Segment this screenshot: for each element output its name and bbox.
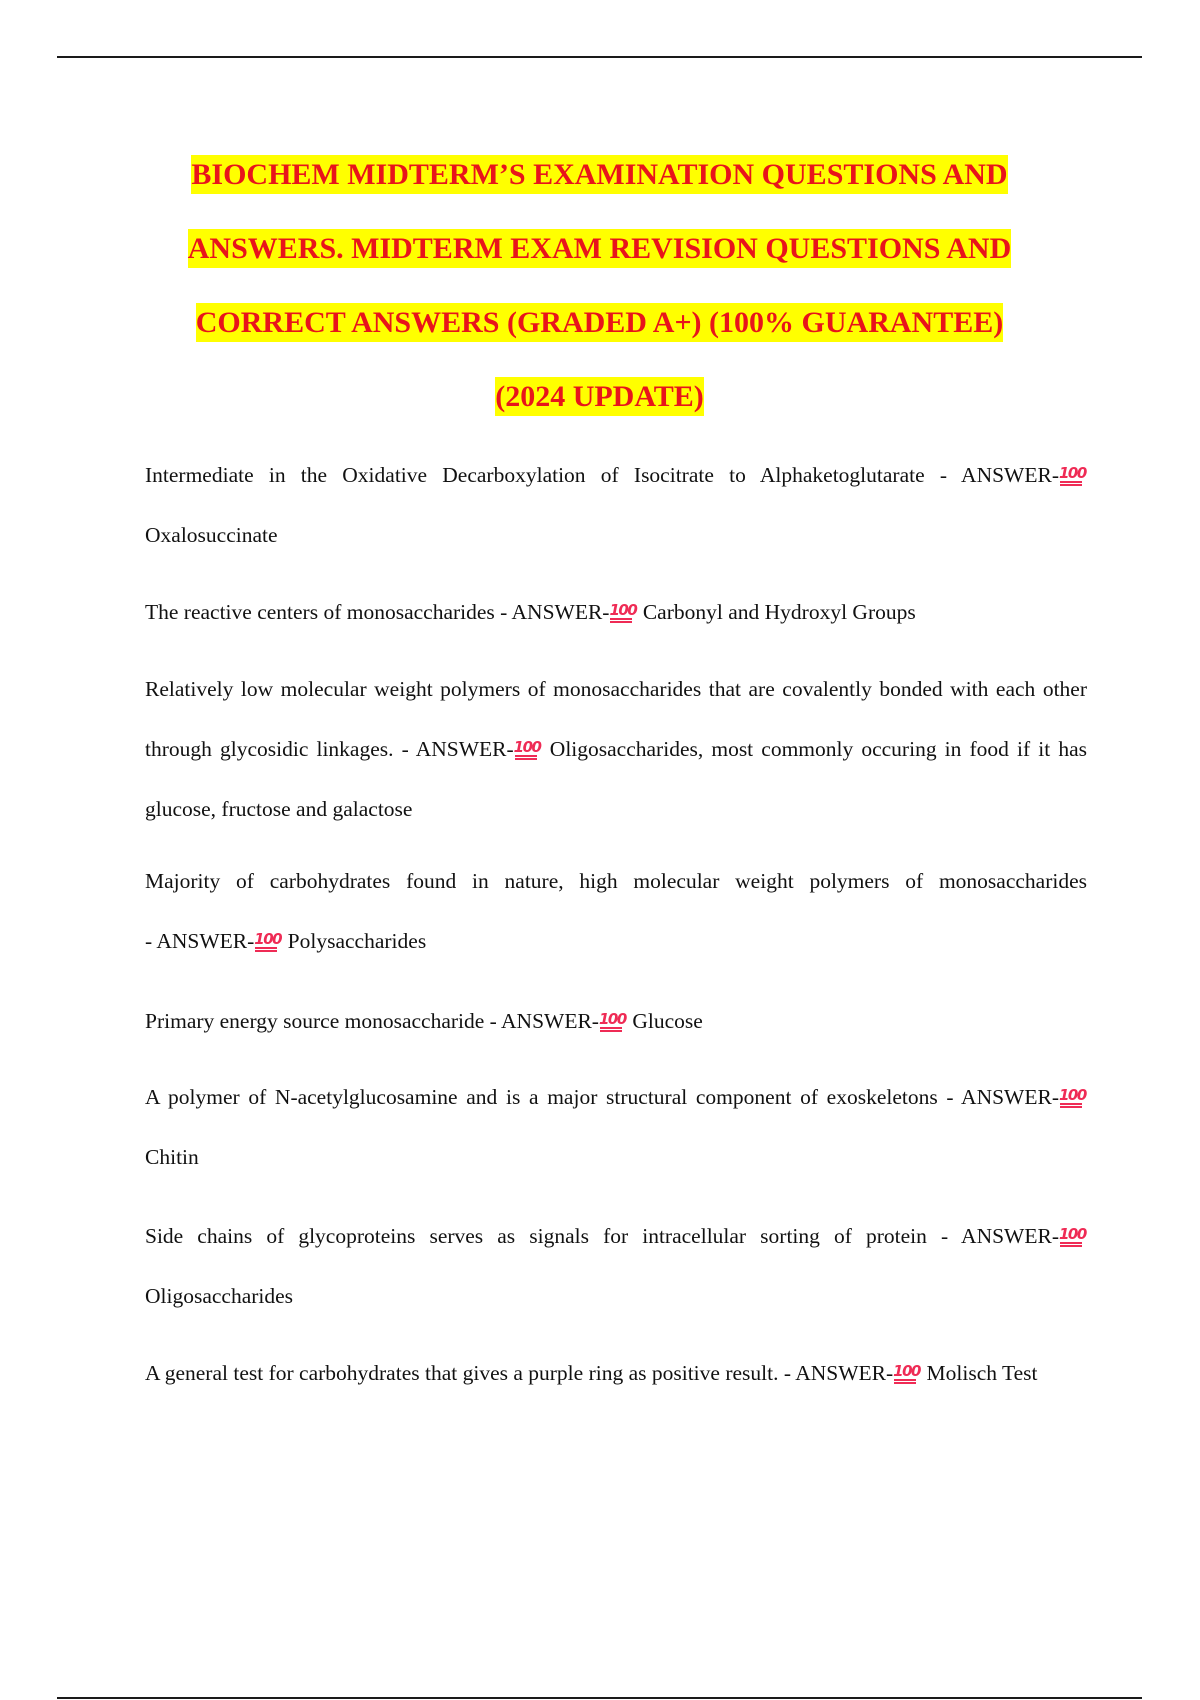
- question-text: A polymer of N-acetylglucosamine and is a major structural component of exoskeletons: [145, 1085, 938, 1109]
- qa-item-1: [145, 445, 1087, 565]
- answer-marker: - ANSWER-: [401, 737, 514, 761]
- title-line-4: (2024 UPDATE): [57, 360, 1142, 434]
- answer-marker: - ANSWER-: [500, 600, 610, 624]
- title-line-3: CORRECT ANSWERS (GRADED A+) (100% GUARANTEE): [57, 286, 1142, 360]
- question-text: Primary energy source monosaccharide: [145, 1009, 485, 1033]
- question-text: Intermediate in the Oxidative Decarboxylation of Isocitrate to Alphaketoglutarate: [145, 463, 925, 487]
- question-text: Side chains of glycoproteins serves as signals for intracellular sorting of protein: [145, 1224, 927, 1248]
- answer-marker: - ANSWER-: [939, 463, 1059, 487]
- hundred-points-icon: [514, 738, 540, 758]
- question-text: A general test for carbohydrates that gives a purple ring as positive result.: [145, 1361, 779, 1385]
- answer-marker: - ANSWER-: [489, 1009, 599, 1033]
- qa-item-4: [145, 851, 1087, 971]
- answer-text: Oxalosuccinate: [145, 523, 278, 547]
- question-text: Relatively low molecular weight polymers of monosaccharides that are covalently bonded with each other through glycosidic linkages.: [145, 677, 1087, 761]
- document-title: [57, 138, 1142, 434]
- answer-text: Glucose: [632, 1009, 703, 1033]
- hundred-points-icon: [254, 930, 280, 950]
- qa-item-2: [145, 582, 1087, 642]
- qa-item-5: [145, 991, 1087, 1051]
- hundred-points-icon: [893, 1362, 919, 1382]
- question-text: Majority of carbohydrates found in nature, high molecular weight polymers of monosaccharides: [145, 869, 1087, 893]
- hundred-points-icon: [1059, 1086, 1085, 1106]
- qa-item-8: [145, 1343, 1087, 1403]
- qa-item-3: [145, 659, 1087, 839]
- answer-text: Carbonyl and Hydroxyl Groups: [642, 600, 916, 624]
- answer-text: Molisch Test: [926, 1361, 1038, 1385]
- qa-item-6: [145, 1067, 1087, 1187]
- answer-text: Polysaccharides: [287, 929, 427, 953]
- hundred-points-icon: [1059, 1225, 1085, 1245]
- hundred-points-icon: [609, 601, 635, 621]
- answer-text: Chitin: [145, 1145, 199, 1169]
- answer-marker: - ANSWER-: [946, 1085, 1059, 1109]
- answer-text: Oligosaccharides, most commonly occuring in food if it has glucose, fructose and galactose: [145, 737, 1088, 821]
- answer-marker: - ANSWER-: [940, 1224, 1059, 1248]
- hundred-points-icon: [599, 1010, 625, 1030]
- question-text: The reactive centers of monosaccharides: [145, 600, 495, 624]
- title-line-2: ANSWERS. MIDTERM EXAM REVISION QUESTIONS AND: [57, 212, 1142, 286]
- answer-text: Oligosaccharides: [145, 1284, 294, 1308]
- bottom-rule: [57, 1697, 1142, 1699]
- answer-marker: - ANSWER-: [145, 929, 255, 953]
- top-rule: [57, 56, 1142, 58]
- qa-item-7: [145, 1206, 1087, 1326]
- title-line-1: BIOCHEM MIDTERM’S EXAMINATION QUESTIONS AND: [57, 138, 1142, 212]
- hundred-points-icon: [1059, 464, 1085, 484]
- answer-marker: - ANSWER-: [783, 1361, 894, 1385]
